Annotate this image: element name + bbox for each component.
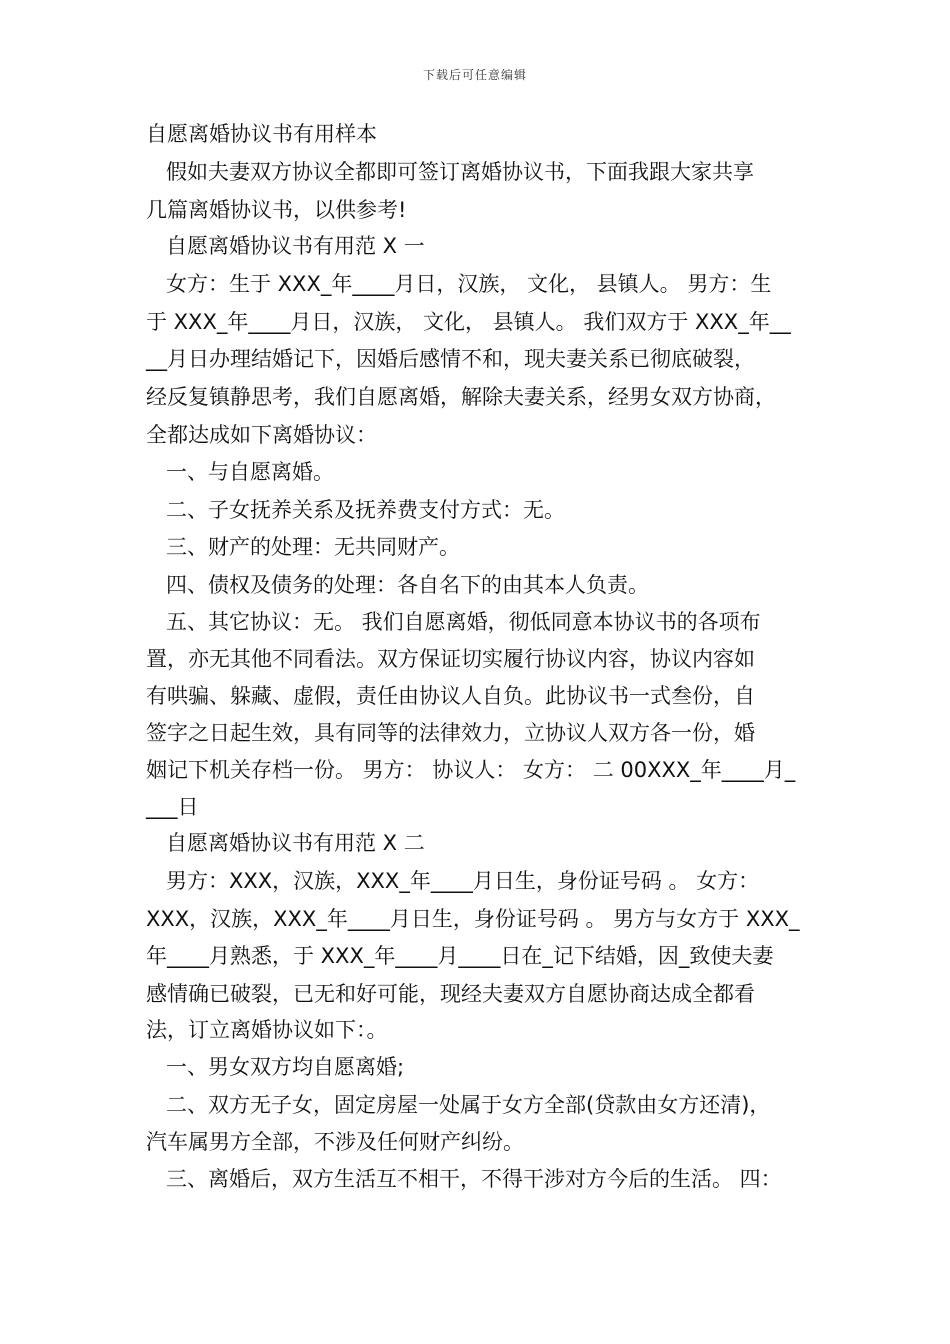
text-line: 男方：XXX，汉族，XXX_年____月日生，身份证号码 。 女方：: [166, 869, 760, 893]
text-line: 全都达成如下离婚协议：: [146, 423, 377, 447]
text-line: 三、离婚后，双方生活互不相干，不得干涉对方今后的生活。 四：: [166, 1167, 782, 1191]
text-line: 法，订立离婚协议如下：。: [146, 1018, 388, 1042]
text-line: XXX，汉族，XXX_年____月日生，身份证号码 。 男方与女方于 XXX_: [146, 907, 800, 931]
text-line: 感情确已破裂，已无和好可能，现经夫妻双方自愿协商达成全都看: [146, 982, 755, 1006]
text-line: 汽车属男方全部，不涉及任何财产纠纷。: [146, 1130, 524, 1154]
text-line: 二、双方无子女，固定房屋一处属于女方全部(贷款由女方还清)，: [166, 1093, 771, 1117]
text-line: 几篇离婚协议书，以供参考!: [146, 198, 407, 222]
text-line: 年____月熟悉，于 XXX_年____月____日在_记下结婚，因_致使夫妻: [146, 944, 774, 968]
text-line: 一、男女双方均自愿离婚;: [166, 1055, 405, 1079]
text-line: 四、债权及债务的处理：各自名下的由其本人负责。: [166, 573, 649, 597]
text-line: 二、子女抚养关系及抚养费支付方式：无。: [166, 498, 565, 522]
text-line: 签字之日起生效，具有同等的法律效力，立协议人双方各一份，婚: [146, 721, 755, 745]
text-line: 女方：生于 XXX_年____月日，汉族， 文化， 县镇人。 男方：生: [166, 272, 772, 296]
text-line: __月日办理结婚记下，因婚后感情不和，现夫妻关系已彻底破裂，: [146, 347, 755, 371]
text-line: 五、其它协议：无。 我们自愿离婚，彻低同意本协议书的各项布: [166, 610, 761, 634]
section-heading: 自愿离婚协议书有用范 X 二: [166, 831, 425, 855]
text-line: 三、财产的处理：无共同财产。: [166, 535, 460, 559]
text-line: 假如夫妻双方协议全都即可签订离婚协议书，下面我跟大家共享: [166, 160, 754, 184]
section-heading: 自愿离婚协议书有用范 X 一: [166, 234, 425, 258]
text-line: 一、与自愿离婚。: [166, 460, 334, 484]
text-line: 置，亦无其他不同看法。双方保证切实履行协议内容，协议内容如: [146, 647, 755, 671]
text-line: 经反复镇静思考，我们自愿离婚，解除夫妻关系，经男女双方协商，: [146, 385, 776, 409]
text-line: 有哄骗、躲藏、虚假，责任由协议人自负。此协议书一式叁份，自: [146, 684, 755, 708]
header-note: 下载后可任意编辑: [422, 68, 527, 82]
text-line: 于 XXX_年____月日，汉族， 文化， 县镇人。 我们双方于 XXX_年__: [146, 310, 791, 334]
text-line: 姻记下机关存档一份。 男方： 协议人： 女方： 二 00XXX_年____月_: [146, 758, 796, 782]
text-line: ___日: [146, 795, 199, 819]
document-title: 自愿离婚协议书有用样本: [146, 122, 377, 146]
